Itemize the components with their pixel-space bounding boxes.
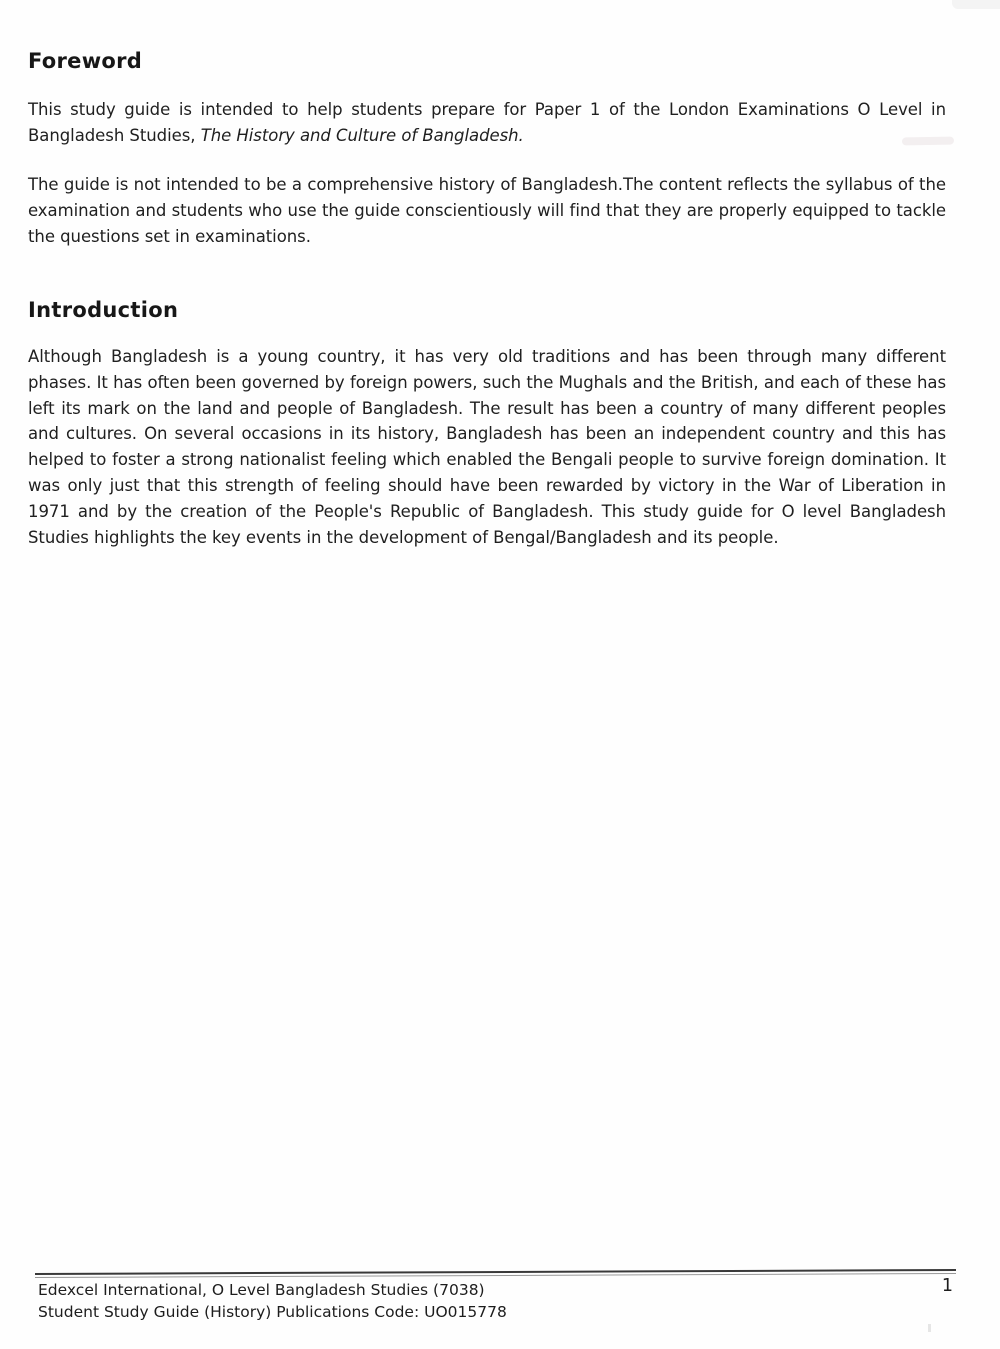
foreword-paragraph-1-text: This study guide is intended to help students prepare for Paper 1 of the London Examinations O Level in Bangladesh Studies, <box>28 100 946 145</box>
book-title-italic: The History and Culture of Bangladesh. <box>200 125 524 145</box>
footer-publication-line: Edexcel International, O Level Bangladesh Studies (7038) <box>38 1281 485 1299</box>
scan-artifact <box>928 1324 931 1332</box>
foreword-paragraph-2: The guide is not intended to be a comprehensive history of Bangladesh.The content reflects the syllabus of the examination and students who use the guide conscientiously will find that they are properly equipped to tackle the questions set in examinations. <box>28 175 946 246</box>
introduction-heading: Introduction <box>28 298 179 322</box>
page-footer <box>38 1280 507 1323</box>
foreword-paragraph-1 <box>28 97 946 149</box>
introduction-paragraph: Although Bangladesh is a young country, it has very old traditions and has been through many different phases. It has often been governed by foreign powers, such the Mughals and the British, and each of these has left its mark on the land and people of Bangladesh. The result has been a country of many different peoples and cultures. On several occasions in its history, Bangladesh has been an independent country and this has helped to foster a strong nationalist feeling which enabled the Bengali people to survive foreign domination. It was only just that this strength of feeling should have been rewarded by victory in the War of Liberation in 1971 and by the creation of the People's Republic of Bangladesh. This study guide for O level Bangladesh Studies highlights the key events in the development of Bengal/Bangladesh and its people. <box>28 347 946 547</box>
scan-artifact <box>902 137 954 146</box>
footer-code-line: Student Study Guide (History) Publications Code: UO015778 <box>38 1302 507 1321</box>
footer-rule <box>35 1269 956 1278</box>
scan-artifact <box>952 0 1000 9</box>
page-number: 1 <box>941 1276 953 1296</box>
foreword-heading: Foreword <box>28 49 143 73</box>
